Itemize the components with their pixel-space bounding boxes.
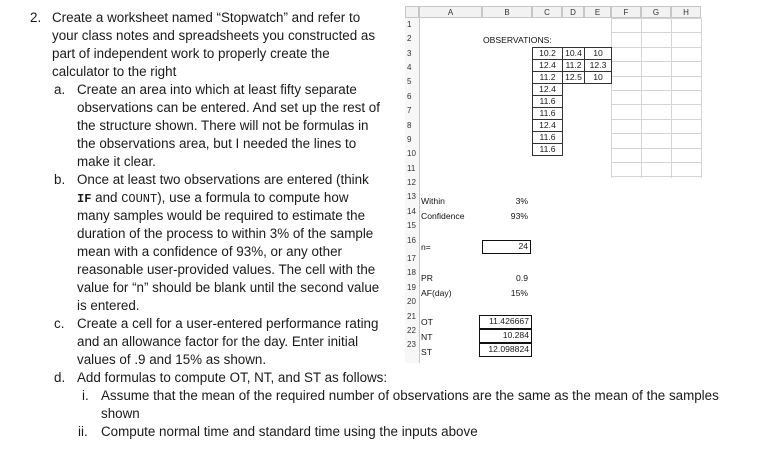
label-pr: PR — [421, 273, 433, 283]
grid-line — [611, 119, 701, 120]
observation-cell[interactable]: 12.5 — [562, 71, 585, 84]
row-header: 6 — [407, 92, 412, 101]
column-header-f: F — [611, 6, 641, 18]
column-header-e: E — [584, 6, 611, 18]
observation-cell[interactable]: 12.4 — [532, 59, 563, 72]
item-c-line-3: values of .9 and 15% as shown. — [77, 352, 267, 367]
grid-line — [611, 162, 701, 163]
item-a-line-2: observations can be entered. And set up the rest of — [77, 100, 380, 115]
value-nt-cell[interactable]: 10.284 — [479, 329, 532, 343]
row-header: 14 — [407, 207, 416, 216]
row-header: 18 — [407, 268, 416, 277]
row-header: 2 — [407, 34, 412, 43]
label-st: ST — [421, 347, 432, 357]
item-b-line-4: duration of the process to within 3% of the sample — [77, 226, 374, 241]
keyword-count: COUNT — [121, 192, 158, 206]
column-header-b: B — [482, 6, 532, 18]
item-b-line-2 — [77, 189, 349, 208]
item-a-mark: a. — [54, 82, 66, 97]
observation-cell[interactable]: 11.2 — [532, 71, 563, 84]
row-header: 13 — [407, 192, 416, 201]
value-n-cell[interactable]: 24 — [482, 240, 531, 254]
item-number: 2. — [30, 10, 42, 25]
value-af: 15% — [510, 288, 528, 298]
grid-line — [611, 76, 701, 77]
grid-line — [611, 18, 612, 178]
grid-line — [611, 176, 701, 177]
grid-line — [611, 47, 701, 48]
observation-cell[interactable]: 10 — [584, 47, 612, 60]
intro-line-1: Create a worksheet named “Stopwatch” and refer to — [52, 10, 361, 25]
grid-line — [611, 133, 701, 134]
item-a-line-1: Create an area into which at least fifty separate — [77, 82, 357, 97]
label-confidence: Confidence — [421, 211, 465, 221]
row-header: 19 — [407, 283, 416, 292]
grid-line — [671, 18, 672, 178]
item-a-line-4: the observations area, but I needed the lines to — [77, 136, 357, 151]
grid-line — [611, 90, 701, 91]
grid-line — [641, 18, 642, 178]
item-b-line-2-mid: and — [91, 190, 122, 205]
item-b-line-5: mean with a confidence of 93%, or any other — [77, 244, 342, 259]
item-d-ii-line: Compute normal time and standard time using the inputs above — [101, 424, 478, 439]
observation-cell[interactable]: 12.4 — [532, 83, 563, 96]
item-c-line-2: and an allowance factor for the day. Enter initial — [77, 334, 359, 349]
row-header: 3 — [407, 49, 412, 58]
intro-line-4: calculator to the right — [52, 64, 177, 79]
item-a-line-3: the structure shown. There will not be formulas in — [77, 118, 369, 133]
value-st-cell[interactable]: 12.098824 — [479, 343, 532, 357]
item-d-i-mark: i. — [82, 388, 89, 403]
row-header: 7 — [407, 106, 412, 115]
observation-cell[interactable]: 12.3 — [584, 59, 612, 72]
item-b-line-2-end: ), use a formula to compute how — [157, 190, 349, 205]
row-header: 16 — [407, 236, 416, 245]
row-header: 11 — [407, 164, 416, 173]
row-header: 21 — [407, 312, 416, 321]
observation-cell[interactable]: 11.6 — [532, 107, 563, 120]
value-confidence: 93% — [510, 211, 528, 221]
observation-cell[interactable]: 12.4 — [532, 119, 563, 132]
intro-line-3: part of independent work to properly create the — [52, 46, 330, 61]
row-header: 10 — [407, 149, 416, 158]
label-within: Within — [421, 196, 445, 206]
row-header: 8 — [407, 121, 412, 130]
item-b-line-6: reasonable user-provided values. The cell with the — [77, 262, 376, 277]
column-header-c: C — [532, 6, 562, 18]
row-header: 22 — [407, 326, 416, 335]
item-c-line-1: Create a cell for a user-entered performance rating — [77, 316, 379, 331]
keyword-if: IF — [77, 192, 92, 206]
row-header: 17 — [407, 254, 416, 263]
item-b-line-1: Once at least two observations are entered (think — [77, 172, 369, 187]
row-header: 20 — [407, 297, 416, 306]
observations-label: OBSERVATIONS: — [483, 35, 552, 45]
item-d-i-line-1: Assume that the mean of the required number of observations are the same as the mean of the samples — [101, 388, 719, 403]
label-n: n= — [421, 242, 431, 252]
observation-cell[interactable]: 10.4 — [562, 47, 585, 60]
column-header-d: D — [562, 6, 584, 18]
observation-cell[interactable]: 11.6 — [532, 131, 563, 144]
grid-line — [611, 32, 701, 33]
item-a-line-5: make it clear. — [77, 154, 156, 169]
item-b-line-8: is entered. — [77, 298, 140, 313]
label-nt: NT — [421, 332, 433, 342]
observation-cell[interactable]: 11.6 — [532, 95, 563, 108]
select-all-corner — [405, 6, 419, 18]
row-header: 4 — [407, 63, 412, 72]
item-d-line: Add formulas to compute OT, NT, and ST as follows: — [77, 370, 388, 385]
item-b-line-3: many samples would be required to estimate the — [77, 208, 366, 223]
observation-cell[interactable]: 10.2 — [532, 47, 563, 60]
value-ot-cell[interactable]: 11.426667 — [479, 315, 532, 329]
grid-line — [611, 104, 701, 105]
item-d-ii-mark: ii. — [78, 424, 88, 439]
row-header: 9 — [407, 135, 412, 144]
item-b-mark: b. — [54, 172, 66, 187]
column-header-h: H — [671, 6, 701, 18]
spreadsheet-image — [405, 6, 711, 366]
row-header: 1 — [407, 20, 412, 29]
label-ot: OT — [421, 317, 433, 327]
row-header: 23 — [407, 340, 416, 349]
item-c-mark: c. — [54, 316, 65, 331]
observation-cell[interactable]: 11.6 — [532, 143, 563, 156]
value-pr: 0.9 — [516, 273, 528, 283]
item-b-line-7: value for “n” should be blank until the second value — [77, 280, 380, 295]
observation-cell[interactable]: 11.2 — [562, 59, 585, 72]
label-af: AF(day) — [421, 288, 452, 298]
value-within: 3% — [515, 196, 528, 206]
intro-line-2: your class notes and spreadsheets you constructed as — [52, 28, 376, 43]
column-header-a: A — [419, 6, 482, 18]
observation-cell[interactable]: 10 — [584, 71, 612, 84]
row-header: 5 — [407, 77, 412, 86]
item-d-i-line-2: shown — [101, 406, 140, 421]
item-d-mark: d. — [54, 370, 66, 385]
grid-line — [611, 18, 701, 19]
grid-line — [611, 148, 701, 149]
grid-line — [611, 61, 701, 62]
grid-line — [701, 18, 702, 178]
row-header: 15 — [407, 221, 416, 230]
column-header-g: G — [641, 6, 671, 18]
row-header: 12 — [407, 178, 416, 187]
